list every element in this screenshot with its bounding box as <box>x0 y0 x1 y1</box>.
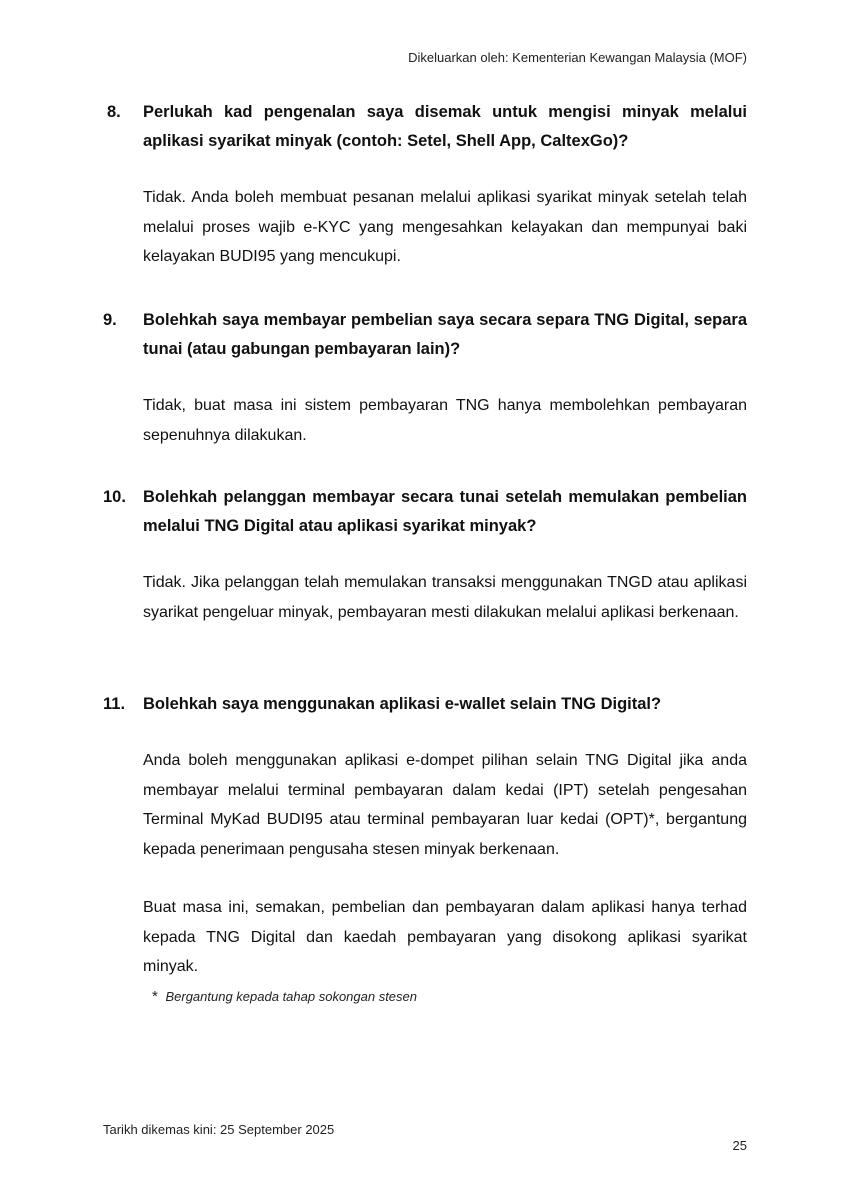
faq-question-text: Bolehkah saya menggunakan aplikasi e-wallet selain TNG Digital? <box>143 695 662 713</box>
faq-number: 9. <box>103 311 117 329</box>
faq-item-9 <box>103 306 747 450</box>
footnote-marker: * <box>152 988 158 1005</box>
faq-number: 10. <box>103 488 126 506</box>
faq-question-8 <box>103 98 747 156</box>
faq-question-11 <box>103 690 747 719</box>
faq-answer-9: Tidak, buat masa ini sistem pembayaran TNG hanya membolehkan pembayaran sepenuhnya dilakukan. <box>143 397 747 444</box>
faq-item-10 <box>103 483 747 627</box>
faq-question-text: Perlukah kad pengenalan saya disemak untuk mengisi minyak melalui aplikasi syarikat minyak (contoh: Setel, Shell App, CaltexGo)? <box>143 103 747 150</box>
footnote <box>152 988 417 1005</box>
faq-answer-11-part-1: Anda boleh menggunakan aplikasi e-dompet pilihan selain TNG Digital jika anda membayar melalui terminal pembayaran dalam kedai (IPT) setelah pengesahan Terminal MyKad BUDI95 atau terminal pembayaran luar kedai (OPT)*, bergantung kepada penerimaan pengusaha stesen minyak berkenaan. <box>143 752 747 858</box>
faq-answer-10: Tidak. Jika pelanggan telah memulakan transaksi menggunakan TNGD atau aplikasi syarikat pengeluar minyak, pembayaran mesti dilakukan melalui aplikasi berkenaan. <box>143 574 747 621</box>
faq-question-9 <box>103 306 747 364</box>
faq-item-8 <box>103 98 747 272</box>
document-issuer-header: Dikeluarkan oleh: Kementerian Kewangan Malaysia (MOF) <box>408 50 747 65</box>
last-updated-date: Tarikh dikemas kini: 25 September 2025 <box>103 1122 335 1137</box>
faq-question-text: Bolehkah saya membayar pembelian saya secara separa TNG Digital, separa tunai (atau gabungan pembayaran lain)? <box>143 311 747 358</box>
faq-item-11 <box>103 690 747 982</box>
faq-answer-11-part-2: Buat masa ini, semakan, pembelian dan pembayaran dalam aplikasi hanya terhad kepada TNG Digital dan kaedah pembayaran yang disokong aplikasi syarikat minyak. <box>143 899 747 975</box>
faq-question-text: Bolehkah pelanggan membayar secara tunai setelah memulakan pembelian melalui TNG Digital atau aplikasi syarikat minyak? <box>143 488 747 535</box>
faq-number: 8. <box>107 103 121 121</box>
page-number: 25 <box>732 1138 747 1153</box>
footnote-text: Bergantung kepada tahap sokongan stesen <box>165 989 418 1004</box>
faq-answer-8: Tidak. Anda boleh membuat pesanan melalui aplikasi syarikat minyak setelah telah melalui proses wajib e-KYC yang mengesahkan kelayakan dan mempunyai baki kelayakan BUDI95 yang mencukupi. <box>143 189 747 265</box>
faq-question-10 <box>103 483 747 541</box>
faq-number: 11. <box>103 695 126 713</box>
